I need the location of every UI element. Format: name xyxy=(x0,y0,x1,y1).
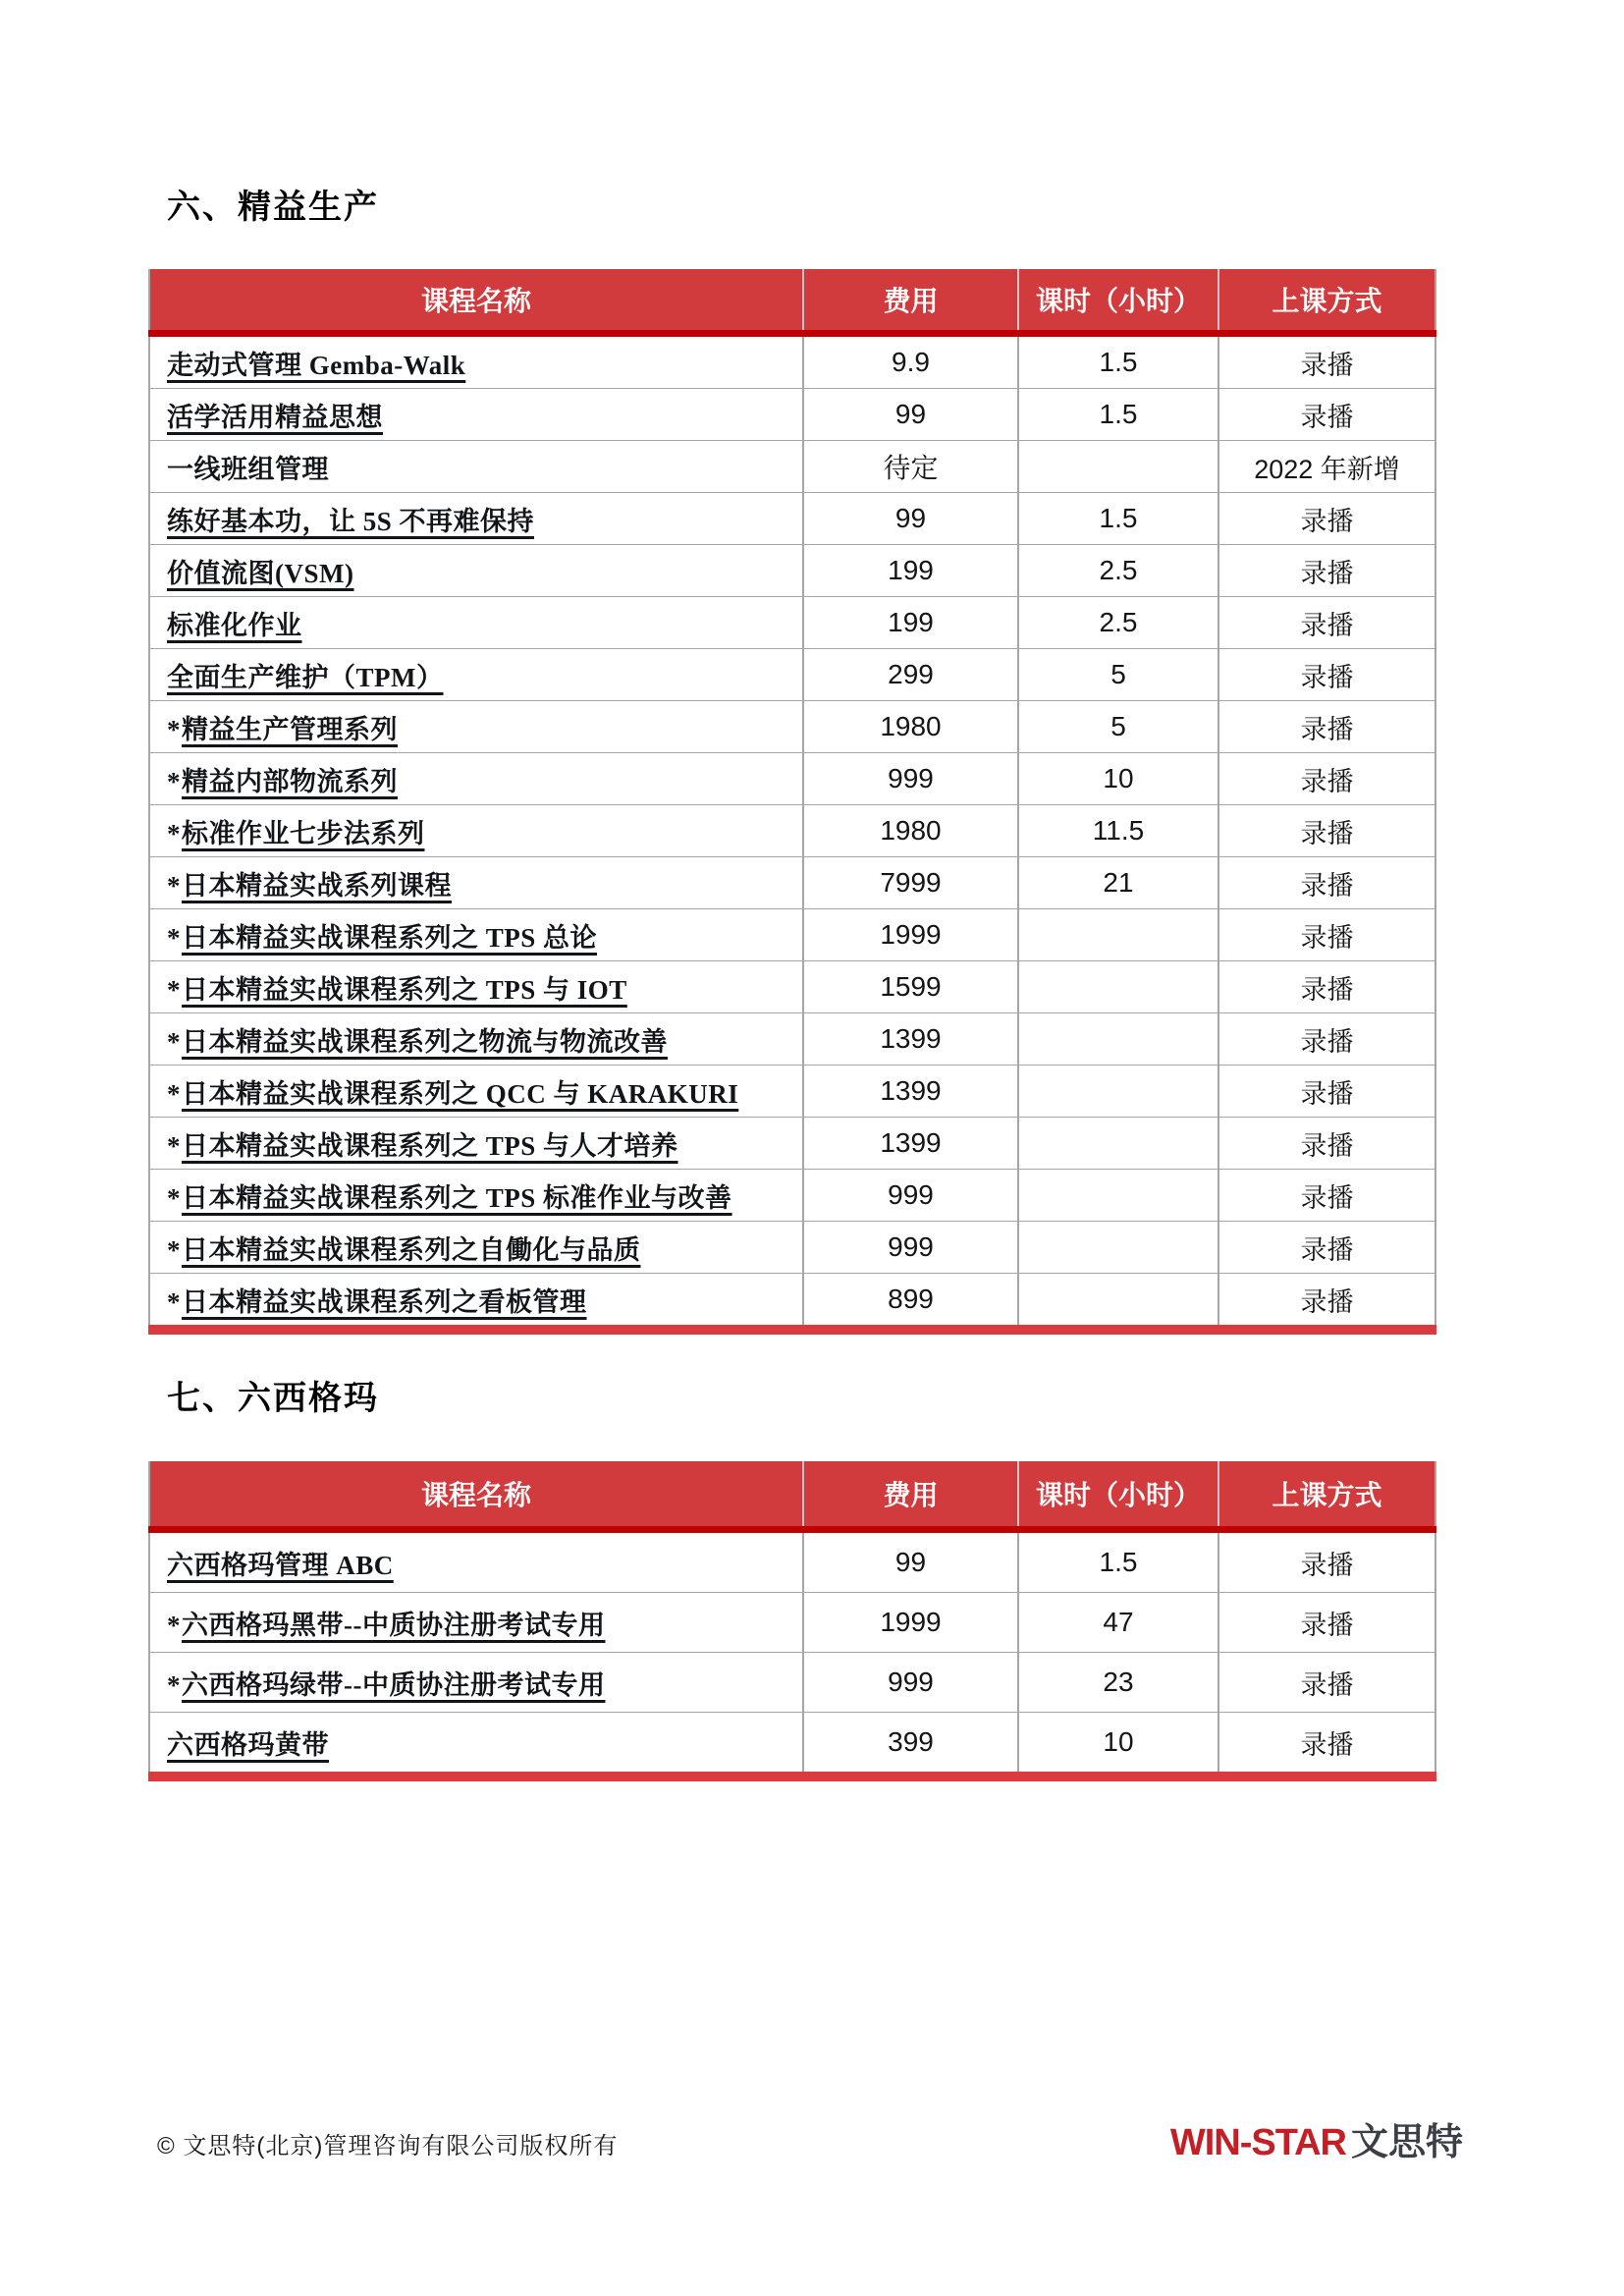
method-cell: 录播 xyxy=(1218,545,1435,597)
course-link[interactable]: 精益生产管理系列 xyxy=(182,714,398,744)
method-cell: 录播 xyxy=(1218,1530,1435,1593)
lean-production-table-wrap xyxy=(148,269,1436,1335)
method-cell: 录播 xyxy=(1218,805,1435,857)
table-row xyxy=(149,805,1435,857)
hours-cell xyxy=(1018,961,1218,1013)
column-header-3: 课时（小时） xyxy=(1018,1461,1218,1530)
table-row xyxy=(149,961,1435,1013)
hours-cell: 11.5 xyxy=(1018,805,1218,857)
table-row xyxy=(149,753,1435,805)
course-link[interactable]: 全面生产维护（TPM） xyxy=(167,662,444,692)
fee-cell: 1999 xyxy=(803,909,1018,961)
table-row xyxy=(149,389,1435,441)
course-name-cell xyxy=(149,441,803,493)
fee-cell: 1399 xyxy=(803,1066,1018,1118)
column-header-4: 上课方式 xyxy=(1218,269,1435,334)
course-name-cell xyxy=(149,857,803,909)
hours-cell xyxy=(1018,909,1218,961)
course-link[interactable]: 精益内部物流系列 xyxy=(182,766,398,796)
header-row xyxy=(149,1461,1435,1530)
hours-cell xyxy=(1018,1222,1218,1274)
hours-cell: 47 xyxy=(1018,1593,1218,1653)
hours-cell: 23 xyxy=(1018,1653,1218,1713)
method-cell: 录播 xyxy=(1218,1222,1435,1274)
hours-cell: 2.5 xyxy=(1018,597,1218,649)
fee-cell: 待定 xyxy=(803,441,1018,493)
section-heading-lean-production: 六、精益生产 xyxy=(167,189,379,226)
asterisk-mark: * xyxy=(167,1669,181,1700)
course-name-cell xyxy=(149,1170,803,1222)
table-row xyxy=(149,701,1435,753)
method-cell: 录播 xyxy=(1218,1593,1435,1653)
six-sigma-table-wrap xyxy=(148,1461,1436,1781)
lean-production-table xyxy=(148,269,1436,1335)
fee-cell: 99 xyxy=(803,493,1018,545)
method-cell: 录播 xyxy=(1218,1066,1435,1118)
fee-cell: 299 xyxy=(803,649,1018,701)
column-header-2: 费用 xyxy=(803,269,1018,334)
table-row xyxy=(149,441,1435,493)
asterisk-mark: * xyxy=(167,1286,181,1317)
method-cell: 录播 xyxy=(1218,1713,1435,1777)
course-name-cell xyxy=(149,334,803,389)
logo-winstar-text: WIN-STAR xyxy=(1169,2122,1346,2163)
asterisk-mark: * xyxy=(167,1182,181,1213)
course-name-cell xyxy=(149,1013,803,1066)
hours-cell: 10 xyxy=(1018,1713,1218,1777)
course-link[interactable]: 价值流图(VSM) xyxy=(167,558,354,588)
course-link[interactable]: 活学活用精益思想 xyxy=(167,402,383,432)
hours-cell xyxy=(1018,1013,1218,1066)
course-name-cell xyxy=(149,1593,803,1653)
course-link[interactable]: 日本精益实战课程系列之 QCC 与 KARAKURI xyxy=(182,1078,739,1109)
hours-cell: 1.5 xyxy=(1018,493,1218,545)
table-row xyxy=(149,1530,1435,1593)
table-row xyxy=(149,1713,1435,1777)
course-name-cell xyxy=(149,961,803,1013)
fee-cell: 99 xyxy=(803,1530,1018,1593)
table-row xyxy=(149,1066,1435,1118)
hours-cell: 1.5 xyxy=(1018,389,1218,441)
method-cell: 录播 xyxy=(1218,334,1435,389)
method-cell: 录播 xyxy=(1218,1013,1435,1066)
method-cell: 录播 xyxy=(1218,1653,1435,1713)
column-header-3: 课时（小时） xyxy=(1018,269,1218,334)
asterisk-mark: * xyxy=(167,766,181,796)
fee-cell: 999 xyxy=(803,1222,1018,1274)
fee-cell: 9.9 xyxy=(803,334,1018,389)
course-link[interactable]: 六西格玛绿带--中质协注册考试专用 xyxy=(182,1669,606,1700)
fee-cell: 7999 xyxy=(803,857,1018,909)
course-name-cell xyxy=(149,805,803,857)
asterisk-mark: * xyxy=(167,974,181,1005)
course-name-cell xyxy=(149,493,803,545)
course-title: 一线班组管理 xyxy=(167,454,329,484)
course-name-cell xyxy=(149,753,803,805)
column-header-4: 上课方式 xyxy=(1218,1461,1435,1530)
course-link[interactable]: 标准化作业 xyxy=(167,610,302,640)
course-name-cell xyxy=(149,1222,803,1274)
course-link[interactable]: 走动式管理 Gemba-Walk xyxy=(167,350,466,380)
course-link[interactable]: 练好基本功，让 5S 不再难保持 xyxy=(167,506,535,536)
course-name-cell xyxy=(149,1530,803,1593)
table-row xyxy=(149,909,1435,961)
method-cell: 录播 xyxy=(1218,1274,1435,1331)
hours-cell: 5 xyxy=(1018,701,1218,753)
hours-cell: 2.5 xyxy=(1018,545,1218,597)
asterisk-mark: * xyxy=(167,818,181,848)
column-header-2: 费用 xyxy=(803,1461,1018,1530)
fee-cell: 199 xyxy=(803,545,1018,597)
section-heading-six-sigma: 七、六西格玛 xyxy=(167,1380,379,1417)
course-link[interactable]: 日本精益实战系列课程 xyxy=(182,870,452,901)
table-row xyxy=(149,1593,1435,1653)
table-row xyxy=(149,493,1435,545)
asterisk-mark: * xyxy=(167,1130,181,1161)
fee-cell: 1599 xyxy=(803,961,1018,1013)
course-link[interactable]: 六西格玛管理 ABC xyxy=(167,1550,394,1580)
asterisk-mark: * xyxy=(167,714,181,744)
course-name-cell xyxy=(149,389,803,441)
course-name-cell xyxy=(149,545,803,597)
course-link[interactable]: 六西格玛黄带 xyxy=(167,1729,329,1760)
table-row xyxy=(149,334,1435,389)
method-cell: 录播 xyxy=(1218,1170,1435,1222)
course-link[interactable]: 标准作业七步法系列 xyxy=(182,818,425,848)
table-row xyxy=(149,857,1435,909)
method-cell: 录播 xyxy=(1218,649,1435,701)
hours-cell: 1.5 xyxy=(1018,334,1218,389)
fee-cell: 99 xyxy=(803,389,1018,441)
hours-cell xyxy=(1018,1118,1218,1170)
winstar-logo xyxy=(1170,2111,1463,2165)
hours-cell: 1.5 xyxy=(1018,1530,1218,1593)
course-link[interactable]: 日本精益实战课程系列之 TPS 总论 xyxy=(182,922,598,953)
course-link[interactable]: 日本精益实战课程系列之看板管理 xyxy=(182,1286,587,1317)
hours-cell: 10 xyxy=(1018,753,1218,805)
hours-cell xyxy=(1018,1066,1218,1118)
method-cell: 录播 xyxy=(1218,753,1435,805)
method-cell: 录播 xyxy=(1218,493,1435,545)
six-sigma-table xyxy=(148,1461,1436,1781)
asterisk-mark: * xyxy=(167,870,181,901)
table-row xyxy=(149,1013,1435,1066)
method-cell: 录播 xyxy=(1218,1118,1435,1170)
course-link[interactable]: 日本精益实战课程系列之 TPS 标准作业与改善 xyxy=(182,1182,732,1213)
hours-cell: 5 xyxy=(1018,649,1218,701)
table-row xyxy=(149,1653,1435,1713)
fee-cell: 999 xyxy=(803,1170,1018,1222)
course-name-cell xyxy=(149,701,803,753)
course-name-cell xyxy=(149,1066,803,1118)
table-row xyxy=(149,1222,1435,1274)
fee-cell: 1399 xyxy=(803,1013,1018,1066)
column-header-1: 课程名称 xyxy=(149,1461,803,1530)
hours-cell xyxy=(1018,1170,1218,1222)
copyright-notice: © 文思特(北京)管理咨询有限公司版权所有 xyxy=(157,2133,619,2159)
course-name-cell xyxy=(149,1274,803,1331)
course-link[interactable]: 日本精益实战课程系列之物流与物流改善 xyxy=(182,1026,668,1057)
course-name-cell xyxy=(149,1713,803,1777)
course-link[interactable]: 日本精益实战课程系列之 TPS 与 IOT xyxy=(182,974,627,1005)
course-link[interactable]: 六西格玛黑带--中质协注册考试专用 xyxy=(182,1610,606,1640)
method-cell: 录播 xyxy=(1218,701,1435,753)
asterisk-mark: * xyxy=(167,922,181,953)
table-row xyxy=(149,597,1435,649)
method-cell: 录播 xyxy=(1218,857,1435,909)
method-cell: 录播 xyxy=(1218,909,1435,961)
course-name-cell xyxy=(149,1118,803,1170)
fee-cell: 999 xyxy=(803,753,1018,805)
logo-wensite-text: 文思特 xyxy=(1350,2122,1463,2163)
fee-cell: 899 xyxy=(803,1274,1018,1331)
table-row xyxy=(149,1118,1435,1170)
hours-cell xyxy=(1018,1274,1218,1331)
hours-cell xyxy=(1018,441,1218,493)
table-row xyxy=(149,1170,1435,1222)
course-name-cell xyxy=(149,597,803,649)
fee-cell: 1980 xyxy=(803,805,1018,857)
table-row xyxy=(149,1274,1435,1331)
header-row xyxy=(149,269,1435,334)
fee-cell: 1399 xyxy=(803,1118,1018,1170)
method-cell: 录播 xyxy=(1218,597,1435,649)
table-row xyxy=(149,649,1435,701)
asterisk-mark: * xyxy=(167,1078,181,1109)
fee-cell: 1999 xyxy=(803,1593,1018,1653)
asterisk-mark: * xyxy=(167,1610,181,1640)
hours-cell: 21 xyxy=(1018,857,1218,909)
column-header-1: 课程名称 xyxy=(149,269,803,334)
fee-cell: 399 xyxy=(803,1713,1018,1777)
course-link[interactable]: 日本精益实战课程系列之自働化与品质 xyxy=(182,1234,641,1265)
course-link[interactable]: 日本精益实战课程系列之 TPS 与人才培养 xyxy=(182,1130,678,1161)
fee-cell: 1980 xyxy=(803,701,1018,753)
table-row xyxy=(149,545,1435,597)
course-name-cell xyxy=(149,909,803,961)
fee-cell: 999 xyxy=(803,1653,1018,1713)
method-cell: 录播 xyxy=(1218,389,1435,441)
fee-cell: 199 xyxy=(803,597,1018,649)
method-cell: 2022 年新增 xyxy=(1218,441,1435,493)
asterisk-mark: * xyxy=(167,1234,181,1265)
course-name-cell xyxy=(149,649,803,701)
method-cell: 录播 xyxy=(1218,961,1435,1013)
course-name-cell xyxy=(149,1653,803,1713)
asterisk-mark: * xyxy=(167,1026,181,1057)
